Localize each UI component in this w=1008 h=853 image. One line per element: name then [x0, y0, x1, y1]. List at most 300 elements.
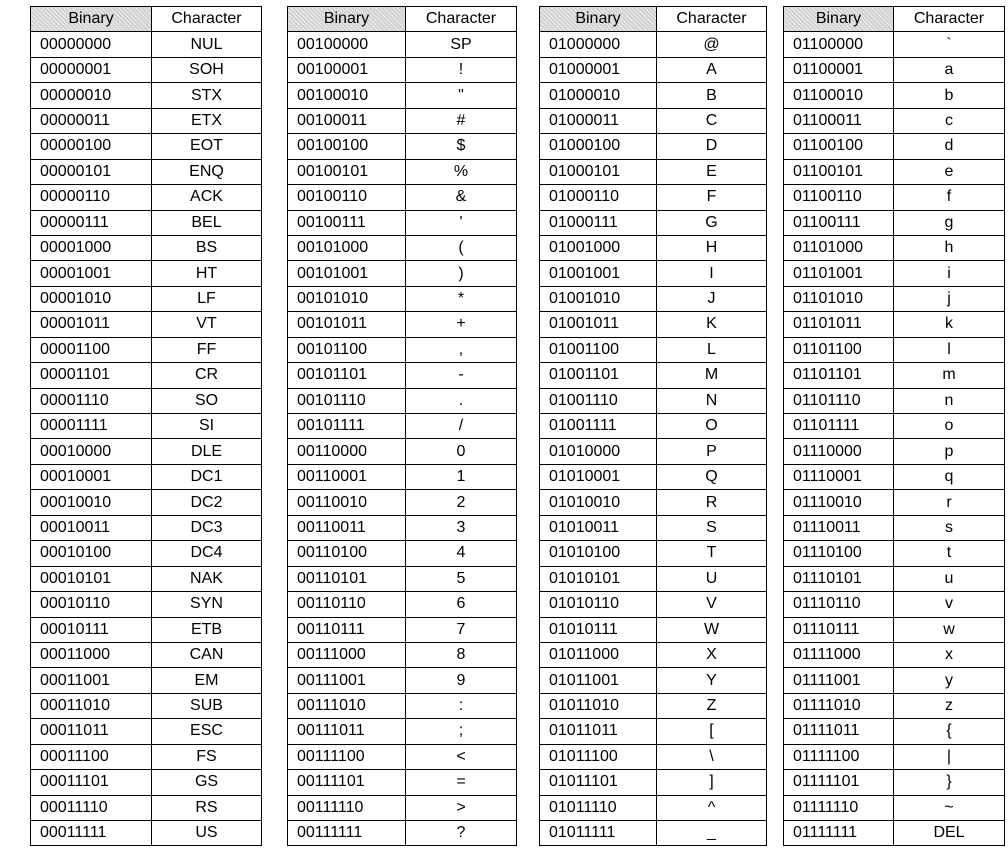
binary-cell: 00000001 [31, 57, 152, 82]
table-row [540, 693, 767, 718]
binary-cell: 01100110 [784, 185, 894, 210]
binary-cell: 01011110 [540, 795, 657, 820]
binary-cell: 01001101 [540, 363, 657, 388]
table-row [31, 363, 262, 388]
binary-cell: 01100101 [784, 159, 894, 184]
character-cell: | [894, 744, 1005, 769]
character-cell: W [657, 617, 767, 642]
binary-cell: 01101110 [784, 388, 894, 413]
binary-cell: 00101000 [288, 235, 406, 260]
table-row [31, 795, 262, 820]
table-row [784, 821, 1005, 846]
character-cell: s [894, 515, 1005, 540]
binary-cell: 00011000 [31, 642, 152, 667]
character-cell: : [406, 693, 517, 718]
character-cell: R [657, 490, 767, 515]
binary-cell: 01100000 [784, 32, 894, 57]
table-row [31, 235, 262, 260]
ascii-table [783, 6, 1005, 846]
table-row [784, 566, 1005, 591]
binary-cell: 01010001 [540, 464, 657, 489]
character-cell: " [406, 83, 517, 108]
table-row [784, 515, 1005, 540]
table-row [288, 566, 517, 591]
character-cell: / [406, 414, 517, 439]
binary-cell: 00111001 [288, 668, 406, 693]
character-cell: i [894, 261, 1005, 286]
binary-cell: 01111100 [784, 744, 894, 769]
character-cell: RS [152, 795, 262, 820]
character-cell: US [152, 821, 262, 846]
table-row [784, 795, 1005, 820]
character-cell: Q [657, 464, 767, 489]
character-cell: SO [152, 388, 262, 413]
table-row [31, 490, 262, 515]
character-cell: B [657, 83, 767, 108]
table-row [288, 57, 517, 82]
character-cell: # [406, 108, 517, 133]
character-cell: SP [406, 32, 517, 57]
table-row [31, 83, 262, 108]
binary-cell: 01101101 [784, 363, 894, 388]
binary-cell: 01101100 [784, 337, 894, 362]
binary-cell: 01010011 [540, 515, 657, 540]
binary-cell: 00010110 [31, 592, 152, 617]
binary-cell: 01010101 [540, 566, 657, 591]
ascii-table-panel-2 [287, 6, 517, 846]
table-row [540, 337, 767, 362]
binary-cell: 00110110 [288, 592, 406, 617]
character-cell: NUL [152, 32, 262, 57]
character-cell: y [894, 668, 1005, 693]
binary-cell: 00100101 [288, 159, 406, 184]
character-cell: DLE [152, 439, 262, 464]
table-row [784, 235, 1005, 260]
table-row [288, 32, 517, 57]
table-row [288, 83, 517, 108]
character-cell: HT [152, 261, 262, 286]
binary-cell: 00111101 [288, 770, 406, 795]
table-row [540, 744, 767, 769]
binary-cell: 00110001 [288, 464, 406, 489]
table-row [288, 210, 517, 235]
table-row [288, 363, 517, 388]
binary-cell: 00010101 [31, 566, 152, 591]
binary-cell: 00010001 [31, 464, 152, 489]
table-row [31, 57, 262, 82]
binary-cell: 00010100 [31, 541, 152, 566]
character-cell: J [657, 286, 767, 311]
character-cell: M [657, 363, 767, 388]
binary-cell: 01000111 [540, 210, 657, 235]
character-cell: G [657, 210, 767, 235]
table-row [540, 235, 767, 260]
binary-cell: 01100010 [784, 83, 894, 108]
character-cell: K [657, 312, 767, 337]
binary-cell: 00101010 [288, 286, 406, 311]
binary-cell: 01110000 [784, 439, 894, 464]
character-cell: EM [152, 668, 262, 693]
character-cell: O [657, 414, 767, 439]
table-row [288, 312, 517, 337]
character-cell: u [894, 566, 1005, 591]
binary-cell: 00110011 [288, 515, 406, 540]
binary-cell: 00000010 [31, 83, 152, 108]
table-row [31, 744, 262, 769]
binary-cell: 00011011 [31, 719, 152, 744]
character-cell: ^ [657, 795, 767, 820]
character-cell: FF [152, 337, 262, 362]
binary-cell: 00100110 [288, 185, 406, 210]
binary-column-header: Binary [31, 7, 152, 32]
character-cell: STX [152, 83, 262, 108]
character-cell: h [894, 235, 1005, 260]
binary-cell: 01011011 [540, 719, 657, 744]
binary-cell: 00001010 [31, 286, 152, 311]
character-cell: \ [657, 744, 767, 769]
table-row [540, 566, 767, 591]
table-row [540, 821, 767, 846]
character-cell: q [894, 464, 1005, 489]
character-cell: L [657, 337, 767, 362]
binary-cell: 00000101 [31, 159, 152, 184]
table-row [288, 668, 517, 693]
table-row [31, 770, 262, 795]
table-row [31, 261, 262, 286]
binary-cell: 01100011 [784, 108, 894, 133]
table-row [784, 159, 1005, 184]
character-cell: P [657, 439, 767, 464]
binary-cell: 01110100 [784, 541, 894, 566]
character-cell: GS [152, 770, 262, 795]
binary-cell: 00011100 [31, 744, 152, 769]
table-row [288, 185, 517, 210]
binary-cell: 00111110 [288, 795, 406, 820]
table-row [31, 286, 262, 311]
character-cell: SI [152, 414, 262, 439]
binary-cell: 01010111 [540, 617, 657, 642]
table-row [784, 185, 1005, 210]
character-cell: l [894, 337, 1005, 362]
character-cell: . [406, 388, 517, 413]
character-column-header: Character [152, 7, 262, 32]
table-row [288, 337, 517, 362]
character-cell: g [894, 210, 1005, 235]
table-row [31, 312, 262, 337]
table-row [784, 668, 1005, 693]
binary-cell: 01110111 [784, 617, 894, 642]
character-cell: ~ [894, 795, 1005, 820]
binary-cell: 00101100 [288, 337, 406, 362]
binary-cell: 00000011 [31, 108, 152, 133]
binary-cell: 00001110 [31, 388, 152, 413]
table-row [540, 83, 767, 108]
binary-cell: 01011000 [540, 642, 657, 667]
character-cell: ` [894, 32, 1005, 57]
character-cell: Y [657, 668, 767, 693]
table-row [784, 337, 1005, 362]
binary-cell: 00001111 [31, 414, 152, 439]
binary-cell: 01101000 [784, 235, 894, 260]
binary-cell: 00101101 [288, 363, 406, 388]
binary-cell: 00100001 [288, 57, 406, 82]
character-cell: d [894, 134, 1005, 159]
table-row [31, 108, 262, 133]
table-row [288, 541, 517, 566]
binary-cell: 00111011 [288, 719, 406, 744]
character-cell: VT [152, 312, 262, 337]
binary-cell: 00011001 [31, 668, 152, 693]
binary-cell: 00111111 [288, 821, 406, 846]
binary-cell: 00111010 [288, 693, 406, 718]
character-cell: E [657, 159, 767, 184]
character-cell: ! [406, 57, 517, 82]
ascii-table-panel-1 [30, 6, 262, 846]
character-cell: BS [152, 235, 262, 260]
ascii-table-panel-4 [783, 6, 1005, 846]
table-row [288, 388, 517, 413]
table-row [31, 337, 262, 362]
binary-cell: 00110111 [288, 617, 406, 642]
table-row [540, 541, 767, 566]
character-cell: c [894, 108, 1005, 133]
table-row [540, 210, 767, 235]
table-row [288, 414, 517, 439]
table-row [784, 363, 1005, 388]
binary-cell: 00110010 [288, 490, 406, 515]
binary-cell: 01100111 [784, 210, 894, 235]
character-cell: EOT [152, 134, 262, 159]
binary-cell: 00011101 [31, 770, 152, 795]
table-row [31, 693, 262, 718]
character-column-header: Character [894, 7, 1005, 32]
table-row [31, 642, 262, 667]
character-cell: Z [657, 693, 767, 718]
table-row [31, 159, 262, 184]
table-row [784, 134, 1005, 159]
character-cell: b [894, 83, 1005, 108]
character-cell: CR [152, 363, 262, 388]
character-cell: 9 [406, 668, 517, 693]
table-header-row [540, 7, 767, 32]
table-row [784, 744, 1005, 769]
binary-cell: 01001011 [540, 312, 657, 337]
character-cell: NAK [152, 566, 262, 591]
table-row [288, 642, 517, 667]
binary-cell: 00000100 [31, 134, 152, 159]
table-row [540, 363, 767, 388]
character-cell: 5 [406, 566, 517, 591]
table-row [540, 134, 767, 159]
table-row [784, 83, 1005, 108]
character-cell: m [894, 363, 1005, 388]
table-row [31, 668, 262, 693]
table-row [784, 286, 1005, 311]
character-cell: r [894, 490, 1005, 515]
binary-cell: 00100000 [288, 32, 406, 57]
binary-cell: 00010000 [31, 439, 152, 464]
table-row [31, 414, 262, 439]
binary-cell: 00000111 [31, 210, 152, 235]
binary-cell: 01011101 [540, 770, 657, 795]
binary-cell: 01010100 [540, 541, 657, 566]
table-row [784, 770, 1005, 795]
binary-cell: 00110000 [288, 439, 406, 464]
table-row [784, 617, 1005, 642]
character-cell: SYN [152, 592, 262, 617]
character-cell: ENQ [152, 159, 262, 184]
binary-cell: 01110001 [784, 464, 894, 489]
table-row [784, 693, 1005, 718]
table-row [31, 592, 262, 617]
table-row [288, 159, 517, 184]
character-cell: D [657, 134, 767, 159]
binary-cell: 00000000 [31, 32, 152, 57]
character-cell: I [657, 261, 767, 286]
character-cell: < [406, 744, 517, 769]
character-cell: { [894, 719, 1005, 744]
binary-cell: 01000011 [540, 108, 657, 133]
binary-cell: 00111000 [288, 642, 406, 667]
character-cell: ESC [152, 719, 262, 744]
binary-cell: 01111001 [784, 668, 894, 693]
character-cell: n [894, 388, 1005, 413]
character-cell: - [406, 363, 517, 388]
character-cell: k [894, 312, 1005, 337]
binary-cell: 01110010 [784, 490, 894, 515]
table-row [784, 312, 1005, 337]
binary-cell: 01000000 [540, 32, 657, 57]
character-cell: a [894, 57, 1005, 82]
table-row [540, 490, 767, 515]
table-row [540, 719, 767, 744]
character-column-header: Character [406, 7, 517, 32]
binary-cell: 01011100 [540, 744, 657, 769]
binary-cell: 01001110 [540, 388, 657, 413]
table-row [31, 32, 262, 57]
table-row [784, 592, 1005, 617]
character-cell: o [894, 414, 1005, 439]
character-cell: 3 [406, 515, 517, 540]
character-cell: x [894, 642, 1005, 667]
table-header-row [784, 7, 1005, 32]
binary-cell: 00001101 [31, 363, 152, 388]
character-cell: SOH [152, 57, 262, 82]
binary-cell: 01111101 [784, 770, 894, 795]
table-row [784, 464, 1005, 489]
character-cell: 1 [406, 464, 517, 489]
table-row [31, 821, 262, 846]
table-header-row [31, 7, 262, 32]
table-row [31, 185, 262, 210]
table-header-row [288, 7, 517, 32]
character-cell: ) [406, 261, 517, 286]
table-row [784, 108, 1005, 133]
character-cell: = [406, 770, 517, 795]
binary-cell: 01100001 [784, 57, 894, 82]
character-cell: T [657, 541, 767, 566]
binary-cell: 00101011 [288, 312, 406, 337]
table-row [784, 541, 1005, 566]
binary-cell: 01111010 [784, 693, 894, 718]
binary-cell: 01111011 [784, 719, 894, 744]
table-row [31, 566, 262, 591]
table-row [540, 159, 767, 184]
table-row [540, 617, 767, 642]
binary-cell: 00111100 [288, 744, 406, 769]
table-row [540, 261, 767, 286]
character-cell: BEL [152, 210, 262, 235]
character-cell: V [657, 592, 767, 617]
character-cell: & [406, 185, 517, 210]
character-cell: + [406, 312, 517, 337]
binary-cell: 01101010 [784, 286, 894, 311]
character-cell: F [657, 185, 767, 210]
table-row [784, 388, 1005, 413]
character-cell: j [894, 286, 1005, 311]
binary-cell: 00010011 [31, 515, 152, 540]
character-cell: LF [152, 286, 262, 311]
binary-cell: 00001100 [31, 337, 152, 362]
character-cell: ETX [152, 108, 262, 133]
table-row [540, 312, 767, 337]
table-row [540, 185, 767, 210]
table-row [540, 642, 767, 667]
character-cell: DC3 [152, 515, 262, 540]
table-row [288, 286, 517, 311]
table-row [540, 592, 767, 617]
binary-cell: 01110110 [784, 592, 894, 617]
character-cell: DC1 [152, 464, 262, 489]
table-row [784, 210, 1005, 235]
character-cell: 7 [406, 617, 517, 642]
table-row [540, 388, 767, 413]
binary-cell: 01001010 [540, 286, 657, 311]
table-row [784, 719, 1005, 744]
character-cell: , [406, 337, 517, 362]
table-row [784, 642, 1005, 667]
table-row [288, 464, 517, 489]
binary-cell: 01101011 [784, 312, 894, 337]
binary-column-header: Binary [540, 7, 657, 32]
character-cell: } [894, 770, 1005, 795]
character-cell: FS [152, 744, 262, 769]
binary-cell: 01000100 [540, 134, 657, 159]
character-cell: H [657, 235, 767, 260]
binary-cell: 01001001 [540, 261, 657, 286]
character-cell: DEL [894, 821, 1005, 846]
table-row [288, 617, 517, 642]
table-row [540, 286, 767, 311]
binary-cell: 01010000 [540, 439, 657, 464]
character-cell: 8 [406, 642, 517, 667]
table-row [540, 515, 767, 540]
table-row [784, 490, 1005, 515]
character-cell: DC4 [152, 541, 262, 566]
binary-cell: 00100111 [288, 210, 406, 235]
binary-cell: 01011111 [540, 821, 657, 846]
binary-cell: 01001100 [540, 337, 657, 362]
binary-cell: 00100100 [288, 134, 406, 159]
binary-cell: 01101001 [784, 261, 894, 286]
table-row [784, 414, 1005, 439]
table-row [288, 134, 517, 159]
table-row [540, 108, 767, 133]
binary-cell: 01000001 [540, 57, 657, 82]
ascii-table-panel-3 [539, 6, 767, 846]
character-cell: $ [406, 134, 517, 159]
table-row [31, 464, 262, 489]
